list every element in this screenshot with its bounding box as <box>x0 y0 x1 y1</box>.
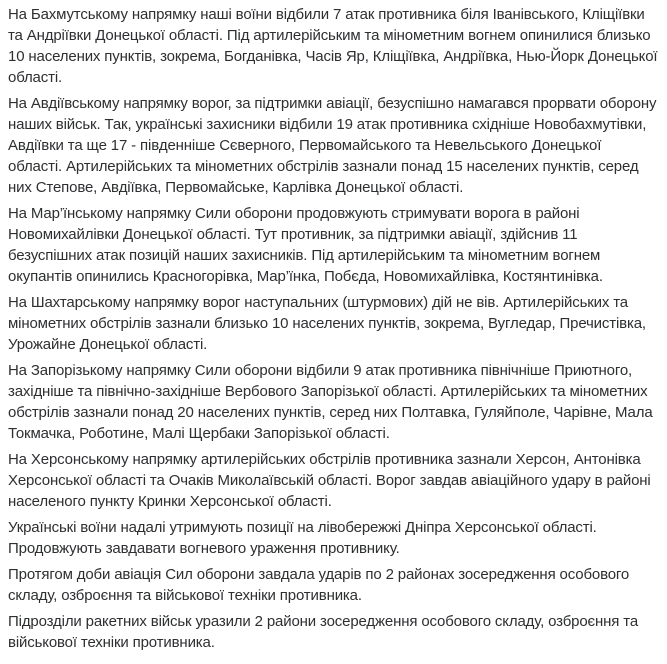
paragraph-bakhmut-direction: На Бахмутському напрямку наші воїни відбили 7 атак противника біля Іванівського, Кліщіївки та Андріївки Донецької області. Під артилерійським та мінометним вогнем опинилися близько 10 населених пунктів, зокрема, Богданівка, Часів Яр, Кліщіївка, Андріївка, Нью-Йорк Донецької області. <box>8 6 658 86</box>
paragraph-shakhtarsk-direction: На Шахтарському напрямку ворог наступальних (штурмових) дій не вів. Артилерійських та мінометних обстрілів зазнали близько 10 населених пунктів, зокрема, Вугледар, Пречистівка, Урожайне Донецької області. <box>8 294 646 353</box>
paragraph-aviation-strikes: Протягом доби авіація Сил оборони завдала ударів по 2 районах зосередження особового складу, озброєння та військової техніки противника. <box>8 566 630 604</box>
paragraph-dnipro-left-bank: Українські воїни надалі утримують позиції на лівобережжі Дніпра Херсонської області. Продовжують завдавати вогневого ураження противнику. <box>8 519 597 557</box>
paragraph-marinka-direction: На Мар’їнському напрямку Сили оборони продовжують стримувати ворога в районі Новомихайлівки Донецької області. Тут противник, за підтримки авіації, здійснив 11 безуспішних атак позицій наших захисників. Під артилерійським та мінометним вогнем окупантів опинились Красногорівка, Мар’їнка, Побєда, Новомихайлівка, Костянтинівка. <box>8 205 603 285</box>
paragraph-kherson-direction: На Херсонському напрямку артилерійських обстрілів противника зазнали Херсон, Антонівка Херсонської області та Очаків Миколаївській області. Ворог завдав авіаційного удару в районі населеного пункту Кринки Херсонської області. <box>8 451 651 510</box>
paragraph-missile-forces: Підрозділи ракетних військ уразили 2 райони зосередження особового складу, озброєння та військової техніки противника. <box>8 613 639 651</box>
paragraph-avdiivka-direction: На Авдіївському напрямку ворог, за підтримки авіації, безуспішно намагався прорвати оборону наших військ. Так, українські захисники відбили 19 атак противника східніше Новобахмутівки, Авдіївки та ще 17 - південніше Сєверного, Первомайського та Невельського Донецької області. Артилерійських та мінометних обстрілів зазнали понад 15 населених пунктів, серед них Степове, Авдіївка, Первомайське, Карлівка Донецької області. <box>8 95 657 196</box>
paragraph-zaporizhzhia-direction: На Запорізькому напрямку Сили оборони відбили 9 атак противника північніше Приютного, західніше та північно-західніше Вербового Запорізької області. Артилерійських та мінометних обстрілів зазнали понад 20 населених пунктів, серед них Полтавка, Гуляйполе, Чарівне, Мала Токмачка, Роботине, Малі Щербаки Запорізької області. <box>8 362 653 442</box>
